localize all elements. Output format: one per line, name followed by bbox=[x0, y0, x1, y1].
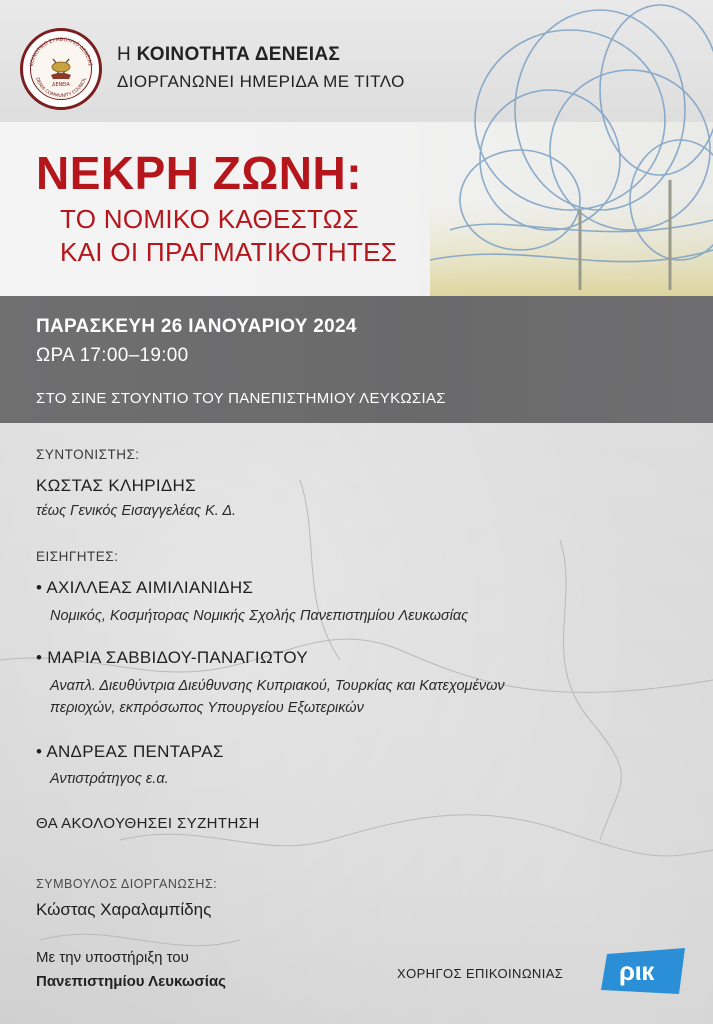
media-sponsor-label: ΧΟΡΗΓΟΣ ΕΠΙΚΟΙΝΩΝΙΑΣ bbox=[397, 966, 564, 981]
speaker-desc-cont: περιοχών, εκπρόσωπος Υπουργείου Εξωτερικών bbox=[50, 700, 364, 716]
subtitle-line-2: ΚΑΙ ΟΙ ΠΡΑΓΜΑΤΙΚΟΤΗΤΕΣ bbox=[60, 237, 398, 267]
barbed-wire-icon bbox=[430, 0, 713, 296]
speakers-label: ΕΙΣΗΓΗΤΕΣ: bbox=[36, 549, 119, 564]
advisor-label: ΣΥΜΒΟΥΛΟΣ ΔΙΟΡΓΑΝΩΣΗΣ: bbox=[36, 877, 218, 891]
organizer-subline: ΔΙΟΡΓΑΝΩΝΕΙ ΗΜΕΡΙΔΑ ΜΕ ΤΙΤΛΟ bbox=[117, 72, 405, 91]
subtitle-line-1: ΤΟ ΝΟΜΙΚΟ ΚΑΘΕΣΤΩΣ bbox=[60, 204, 359, 234]
speaker-name: • ΑΧΙΛΛΕΑΣ ΑΙΜΙΛΙΑΝΙΔΗΣ bbox=[36, 578, 254, 597]
event-subtitle bbox=[60, 203, 397, 269]
event-time: ΩΡΑ 17:00–19:00 bbox=[36, 345, 189, 366]
speaker-desc: Αναπλ. Διευθύντρια Διεύθυνσης Κυπριακού, Τουρκίας και Κατεχομένων bbox=[50, 678, 505, 694]
support-university: Πανεπιστημίου Λευκωσίας bbox=[36, 973, 226, 990]
event-date: ΠΑΡΑΣΚΕΥΗ 26 ΙΑΝΟΥΑΡΙΟΥ 2024 bbox=[36, 316, 357, 337]
moderator-label: ΣΥΝΤΟΝΙΣΤΗΣ: bbox=[36, 447, 140, 462]
event-title: ΝΕΚΡΗ ΖΩΝΗ: bbox=[36, 147, 363, 199]
organizer-prefix: Η bbox=[117, 44, 132, 65]
speaker-name: • ΑΝΔΡΕΑΣ ΠΕΝΤΑΡΑΣ bbox=[36, 742, 224, 761]
svg-text:ΔΕΝΕΙΑ: ΔΕΝΕΙΑ bbox=[52, 83, 70, 88]
community-council-seal-icon bbox=[20, 28, 102, 110]
moderator-name: ΚΩΣΤΑΣ ΚΛΗΡΙΔΗΣ bbox=[36, 476, 196, 495]
support-line: Με την υποστήριξη του bbox=[36, 949, 189, 966]
speaker-desc: Νομικός, Κοσμήτορας Νομικής Σχολής Πανεπιστημίου Λευκωσίας bbox=[50, 608, 469, 624]
moderator-desc: τέως Γενικός Εισαγγελέας Κ. Δ. bbox=[36, 503, 237, 519]
discussion-note: ΘΑ ΑΚΟΛΟΥΘΗΣΕΙ ΣΥΖΗΤΗΣΗ bbox=[36, 815, 260, 832]
seal-art bbox=[23, 31, 99, 107]
svg-text:DENIA COMMUNITY COUNCIL: DENIA COMMUNITY COUNCIL bbox=[34, 77, 88, 100]
organizer-name: ΚΟΙΝΟΤΗΤΑ ΔΕΝΕΙΑΣ bbox=[136, 44, 341, 65]
svg-text:ΚΟΙΝΟΤΙΚΟ ΣΥΜΒΟΥΛΙΟ ΔΕΝΕΙΑΣ: ΚΟΙΝΟΤΙΚΟ ΣΥΜΒΟΥΛΙΟ ΔΕΝΕΙΑΣ bbox=[29, 36, 93, 67]
advisor-name: Κώστας Χαραλαμπίδης bbox=[36, 900, 212, 919]
speaker-desc: Αντιστράτηγος ε.α. bbox=[50, 771, 169, 787]
rik-logo-text: ριк bbox=[619, 956, 654, 986]
event-venue: ΣΤΟ ΣΙΝΕ ΣΤΟΥΝΤΙΟ ΤΟΥ ΠΑΝΕΠΙΣΤΗΜΙΟΥ ΛΕΥΚΩΣΙΑΣ bbox=[36, 390, 446, 407]
organizer-line bbox=[117, 44, 340, 66]
speaker-name: • ΜΑΡΙΑ ΣΑΒΒΙΔΟΥ-ΠΑΝΑΓΙΩΤΟΥ bbox=[36, 648, 308, 667]
